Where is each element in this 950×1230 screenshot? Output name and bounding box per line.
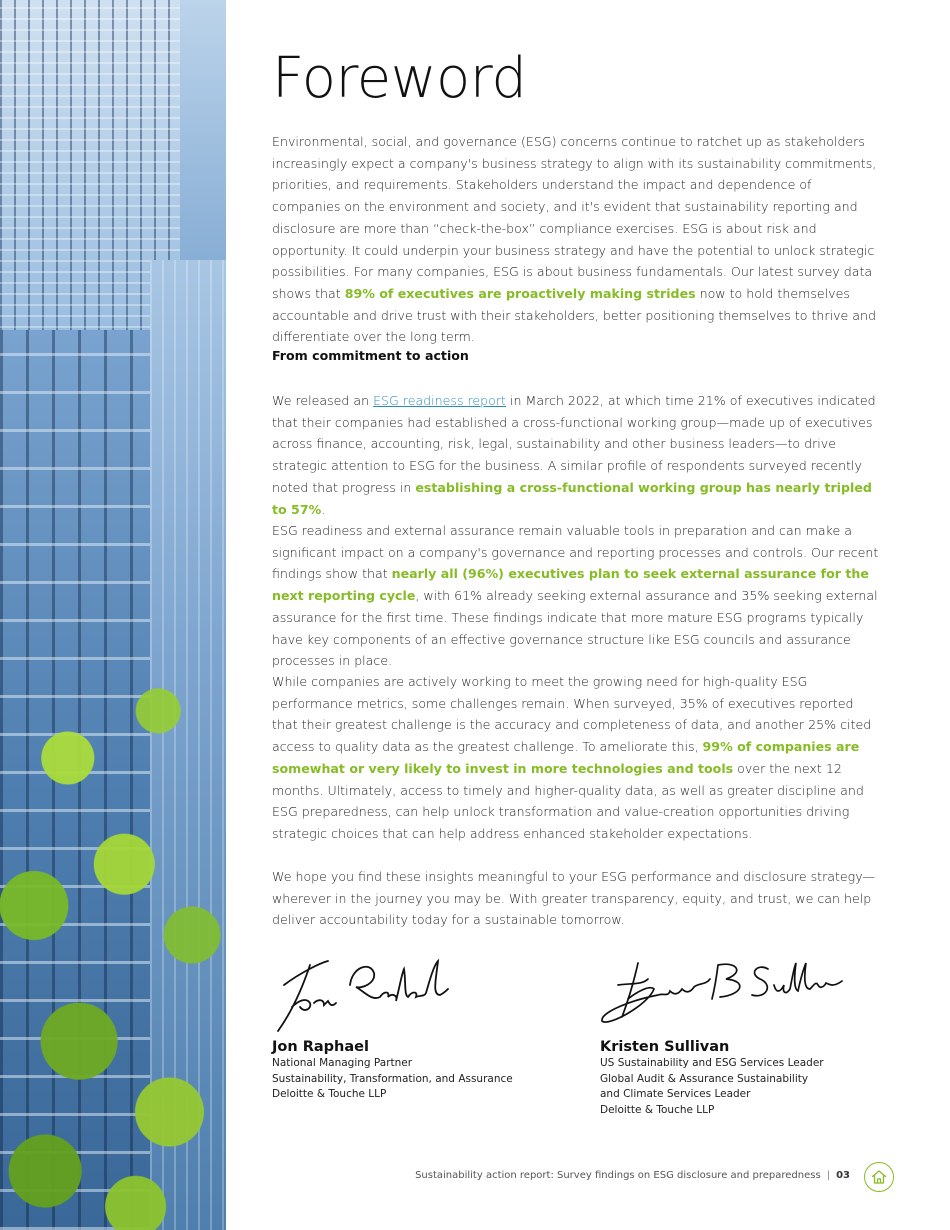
- para3-text-end: over the next 12 months. Ultimately, access to timely and higher-quality data, as well as greater discipline and ESG preparedness, can help unlock transformation and value-creation opportunities driving strategic choices that can help address enhanced stakeholder expectations.: [272, 760, 864, 841]
- signer-title: Sustainability, Transformation, and Assurance: [272, 1072, 513, 1085]
- para2-highlight: nearly all (96%) executives plan to seek external assurance for the next reporting cycle: [272, 566, 869, 604]
- paragraph-closing: We hope you find these insights meaningful to your ESG performance and disclosure strategy—wherever in the journey you may be. With greater transparency, equity, and trust, we can help deliver accountability today for a sustainable tomorrow.: [272, 869, 876, 928]
- home-icon: [870, 1168, 888, 1186]
- signer-kristen-sullivan: [600, 1038, 824, 1118]
- para2-text: ESG readiness and external assurance remain valuable tools in preparation and can make a significant impact on a company's governance and reporting processes and controls. Our recent findings show that: [272, 523, 879, 582]
- jon-raphael-signature: [270, 955, 450, 1035]
- signer-title: National Managing Partner: [272, 1057, 413, 1069]
- intro-paragraph: [272, 131, 880, 348]
- paragraph-data-challenges: [272, 671, 880, 845]
- signer-title: and Climate Services Leader: [600, 1088, 751, 1100]
- signer-company: Deloitte & Touche LLP: [272, 1088, 387, 1100]
- intro-highlight: 89% of executives are proactively making strides: [344, 285, 696, 301]
- tree-foliage-graphic: [0, 640, 226, 1230]
- para2-text-end: , with 61% already seeking external assurance and 35% seeking external assurance for the first time. These findings indicate that more mature ESG programs typically have key components of an effective governance structure like ESG councils and assurance processes in place.: [272, 588, 878, 669]
- signer-jon-raphael: [272, 1038, 513, 1103]
- esg-readiness-report-link[interactable]: ESG readiness report: [373, 393, 506, 408]
- page-title: Foreword: [272, 46, 527, 111]
- paragraph-assurance: [272, 520, 880, 672]
- signer-title: US Sustainability and ESG Services Leader: [600, 1057, 824, 1069]
- signer-name: Jon Raphael: [272, 1039, 369, 1055]
- para1-text-end: .: [321, 501, 326, 517]
- para1-highlight: establishing a cross-functional working group has nearly tripled to 57%: [272, 479, 872, 517]
- para1-text-mid: in March 2022, at which time 21% of executives indicated that their companies had established a cross-functional working group—made up of executives across finance, accounting, risk, legal, sustainability and other business leaders—to drive strategic attention to ESG for the business. A similar profile of respondents surveyed recently noted that progress in: [272, 393, 876, 495]
- home-button[interactable]: [864, 1162, 894, 1192]
- footer-report-title: Sustainability action report: Survey findings on ESG disclosure and preparedness: [415, 1170, 821, 1181]
- footer-separator: |: [826, 1170, 831, 1181]
- para3-text: While companies are actively working to meet the growing need for high-quality ESG performance metrics, some challenges remain. When surveyed, 35% of executives reported that their greatest challenge is the accuracy and completeness of data, and another 25% cited access to quality data as the greatest challenge. To ameliorate this,: [272, 674, 872, 755]
- para1-text: We released an: [272, 393, 374, 408]
- page-footer: [380, 1170, 850, 1181]
- intro-text-end: now to hold themselves accountable and drive trust with their stakeholders, better positioning themselves to thrive and differentiate over the long term.: [272, 285, 876, 345]
- section-heading: From commitment to action: [272, 348, 469, 363]
- signer-name: Kristen Sullivan: [600, 1039, 730, 1055]
- signer-company: Deloitte & Touche LLP: [600, 1103, 715, 1116]
- para3-highlight: 99% of companies are somewhat or very likely to invest in more technologies and tools: [272, 739, 860, 776]
- kristen-sullivan-signature: [598, 955, 848, 1035]
- page-number: 03: [836, 1170, 850, 1181]
- cover-photo: [0, 0, 226, 1230]
- paragraph-readiness: [272, 390, 880, 520]
- intro-text: Environmental, social, and governance (ESG) concerns continue to ratchet up as stakeholders increasingly expect a company's business strategy to align with its sustainability commitments, priorities, and requirements. Stakeholders understand the impact and dependence of companies on the environment and society, and it's evident that sustainability reporting and disclosure are more than “check-the-box” compliance exercises. ESG is about risk and opportunity. It could underpin your business strategy and have the potential to unlock strategic possibilities. For many companies, ESG is about business fundamentals. Our latest survey data shows that: [272, 134, 877, 301]
- signer-title: Global Audit & Assurance Sustainability: [600, 1072, 809, 1085]
